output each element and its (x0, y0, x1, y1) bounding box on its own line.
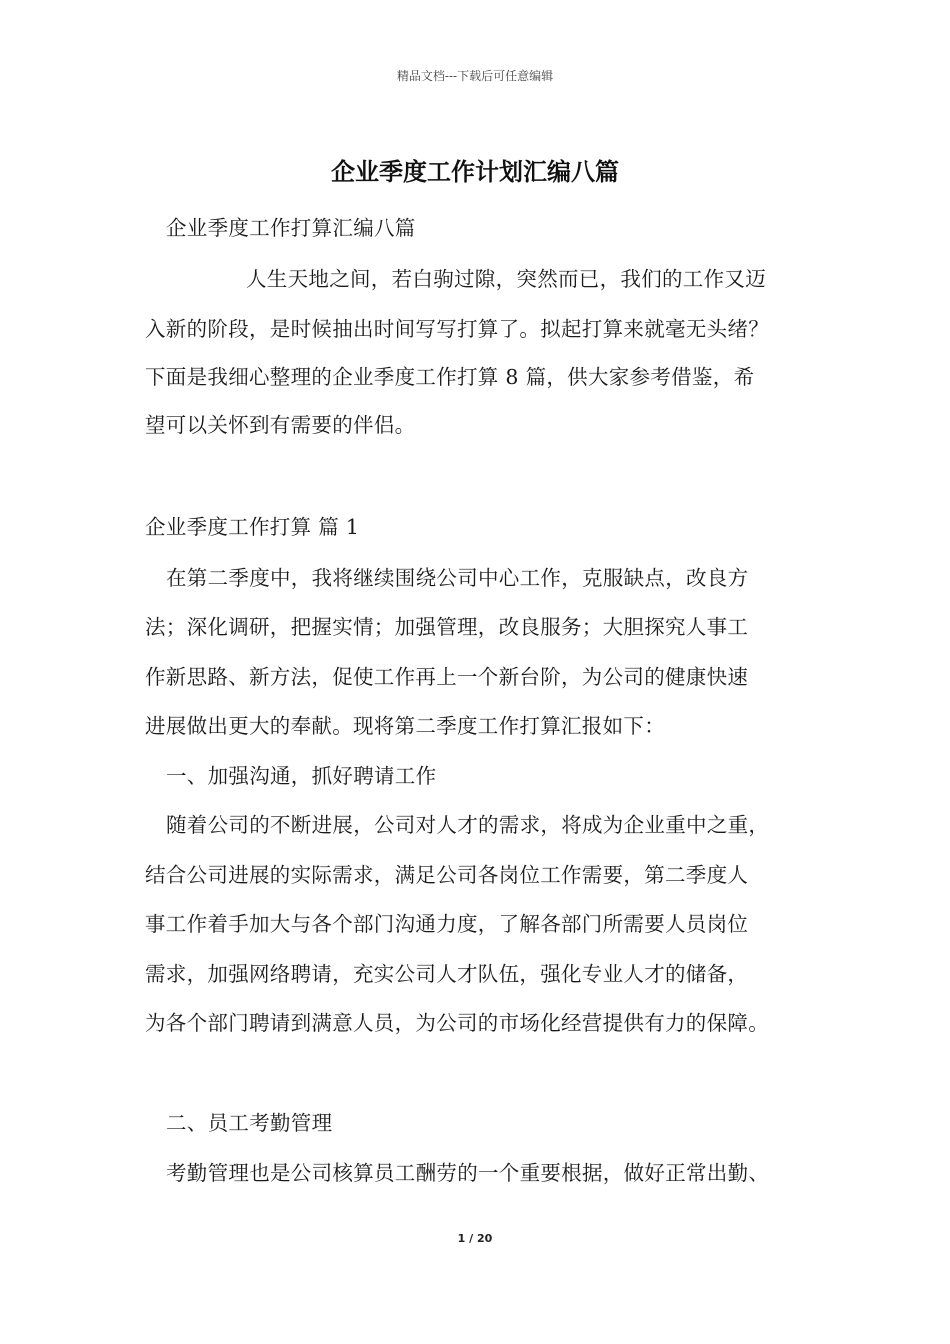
subheading: 二、员工考勤管理 (166, 1111, 333, 1135)
paragraph-line: 在第二季度中，我将继续围绕公司中心工作，克服缺点，改良方 (166, 566, 749, 590)
paragraph-line: 需求，加强网络聘请，充实公司人才队伍，强化专业人才的储备， (145, 962, 749, 986)
paragraph-line: 进展做出更大的奉献。现将第二季度工作打算汇报如下： (145, 714, 665, 738)
paragraph-line: 望可以关怀到有需要的伴侣。 (145, 413, 416, 437)
paragraph-line: 为各个部门聘请到满意人员，为公司的市场化经营提供有力的保障。 (145, 1011, 769, 1035)
paragraph-line: 作新思路、新方法，促使工作再上一个新台阶，为公司的健康快速 (145, 665, 749, 689)
paragraph-line: 人生天地之间，若白驹过隙，突然而已，我们的工作又迈 (246, 267, 766, 291)
paragraph-line: 随着公司的不断进展，公司对人才的需求，将成为企业重中之重， (166, 813, 770, 837)
subheading: 一、加强沟通，抓好聘请工作 (166, 764, 437, 788)
subtitle-line: 企业季度工作打算汇编八篇 (166, 216, 416, 240)
section-heading: 企业季度工作打算 篇 1 (145, 515, 360, 539)
paragraph-line: 结合公司进展的实际需求，满足公司各岗位工作需要，第二季度人 (145, 863, 749, 887)
document-title: 企业季度工作计划汇编八篇 (331, 157, 619, 186)
paragraph-line: 法；深化调研，把握实情；加强管理，改良服务；大胆探究人事工 (145, 615, 749, 639)
page-header: 精品文档---下载后可任意编辑 (396, 69, 554, 83)
paragraph-line: 考勤管理也是公司核算员工酬劳的一个重要根据，做好正常出勤、 (166, 1161, 770, 1185)
page-number: 1 / 20 (457, 1232, 493, 1245)
paragraph-line: 入新的阶段，是时候抽出时间写写打算了。拟起打算来就毫无头绪？ (145, 317, 769, 341)
paragraph-line: 事工作着手加大与各个部门沟通力度，了解各部门所需要人员岗位 (145, 912, 749, 936)
paragraph-line: 下面是我细心整理的企业季度工作打算 8 篇，供大家参考借鉴，希 (145, 365, 755, 389)
